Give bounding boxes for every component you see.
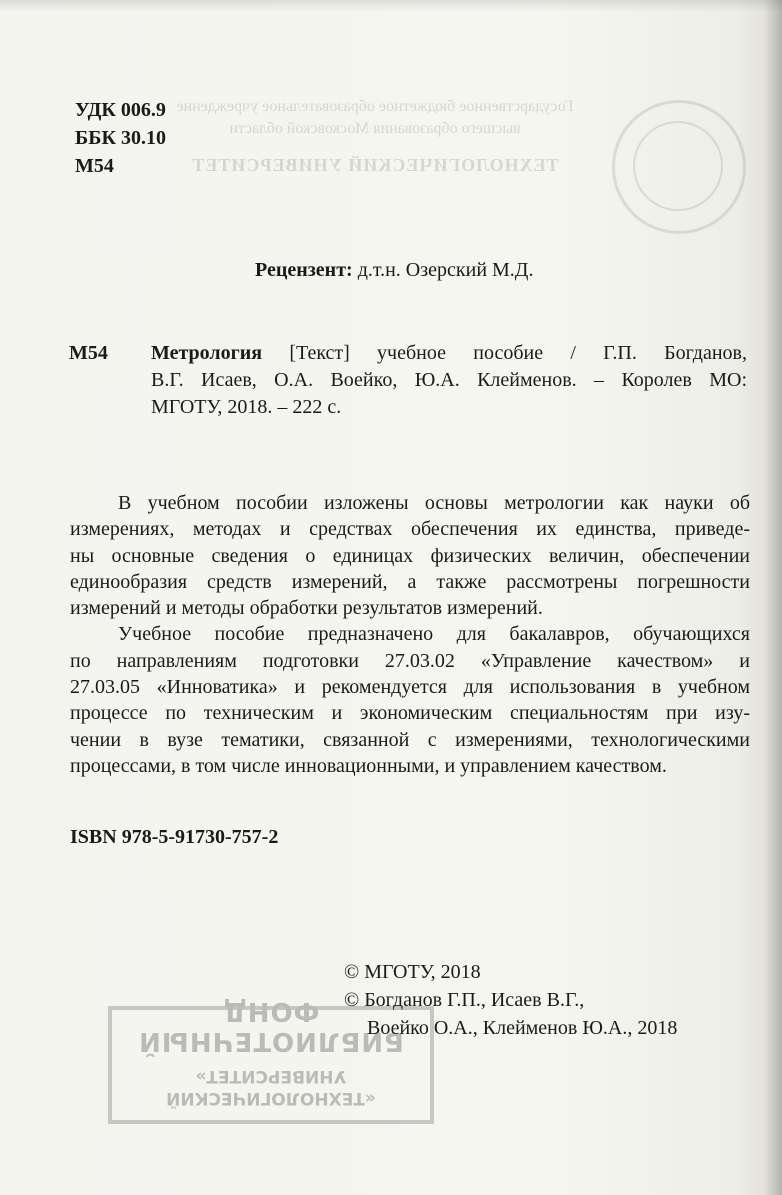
abstract-line: единообразия средств измерений, а также рассмотрены погрешности: [70, 570, 750, 593]
isbn: ISBN 978-5-91730-757-2: [70, 826, 279, 848]
biblio-line-1: Метрология [Текст] учебное пособие / Г.П. Богданов,: [151, 342, 747, 364]
library-stamp: [108, 996, 434, 1124]
bibliographic-record: [151, 340, 747, 421]
abstract-line: измерений и методы обработки результатов измерений.: [70, 597, 543, 620]
reviewer-line: [255, 256, 533, 284]
library-stamp-text: «ТЕХНОЛОГИЧЕСКИЙ УНИВЕРСИТЕТ» БИБЛИОТЕЧНЫЙ ФОНД: [138, 996, 404, 1108]
bleed-through-header: Государственное бюджетное образовательное учреждение высшего образования Московской области ТЕХНОЛОГИЧЕСКИЙ УНИВЕРСИТЕТ: [176, 98, 574, 175]
abstract-line: ны основные сведения о единицах физических величин, обеспечении: [70, 544, 750, 567]
abstract-line: процессами, в том числе инновационными, и управлением качеством.: [70, 754, 667, 777]
page-edge-shadow: [764, 0, 782, 1195]
book-title: Метрология: [151, 342, 263, 364]
page-top-shadow: [0, 0, 782, 12]
udc-code: УДК 006.9: [75, 99, 166, 121]
abstract-line: измерениях, методах и средствах обеспечения их единства, приведе-: [70, 518, 750, 541]
abstract-line: В учебном пособии изложены основы метрологии как науки об: [118, 492, 750, 514]
udc-block: [75, 96, 166, 180]
biblio-code: М54: [69, 342, 108, 364]
abstract: [70, 490, 750, 779]
author-mark: М54: [75, 155, 114, 177]
copyright-line: Воейко О.А., Клейменов Ю.А., 2018: [367, 1017, 678, 1039]
abstract-line: 27.03.05 «Инноватика» и рекомендуется для использования в учебном: [70, 676, 750, 699]
abstract-line: процессе по техническим и экономическим специальностям при изу-: [70, 702, 750, 725]
biblio-line-3: МГОТУ, 2018. – 222 с.: [151, 396, 342, 418]
biblio-line-2: В.Г. Исаев, О.А. Воейко, Ю.А. Клейменов. – Королев МО:: [151, 369, 747, 391]
copyright-line: © МГОТУ, 2018: [344, 961, 481, 983]
reviewer-label: Рецензент:: [255, 259, 353, 281]
bleed-through-seal: [612, 100, 746, 234]
bbk-code: ББК 30.10: [75, 127, 166, 149]
abstract-line: по направлениям подготовки 27.03.02 «Управление качеством» и: [70, 649, 750, 672]
abstract-line: чении в вузе тематики, связанной с измерениями, технологическими: [70, 728, 750, 751]
abstract-line: Учебное пособие предназначено для бакалавров, обучающихся: [118, 623, 750, 646]
reviewer-name: д.т.н. Озерский М.Д.: [357, 259, 534, 281]
copyright-line: © Богданов Г.П., Исаев В.Г.,: [344, 989, 585, 1011]
